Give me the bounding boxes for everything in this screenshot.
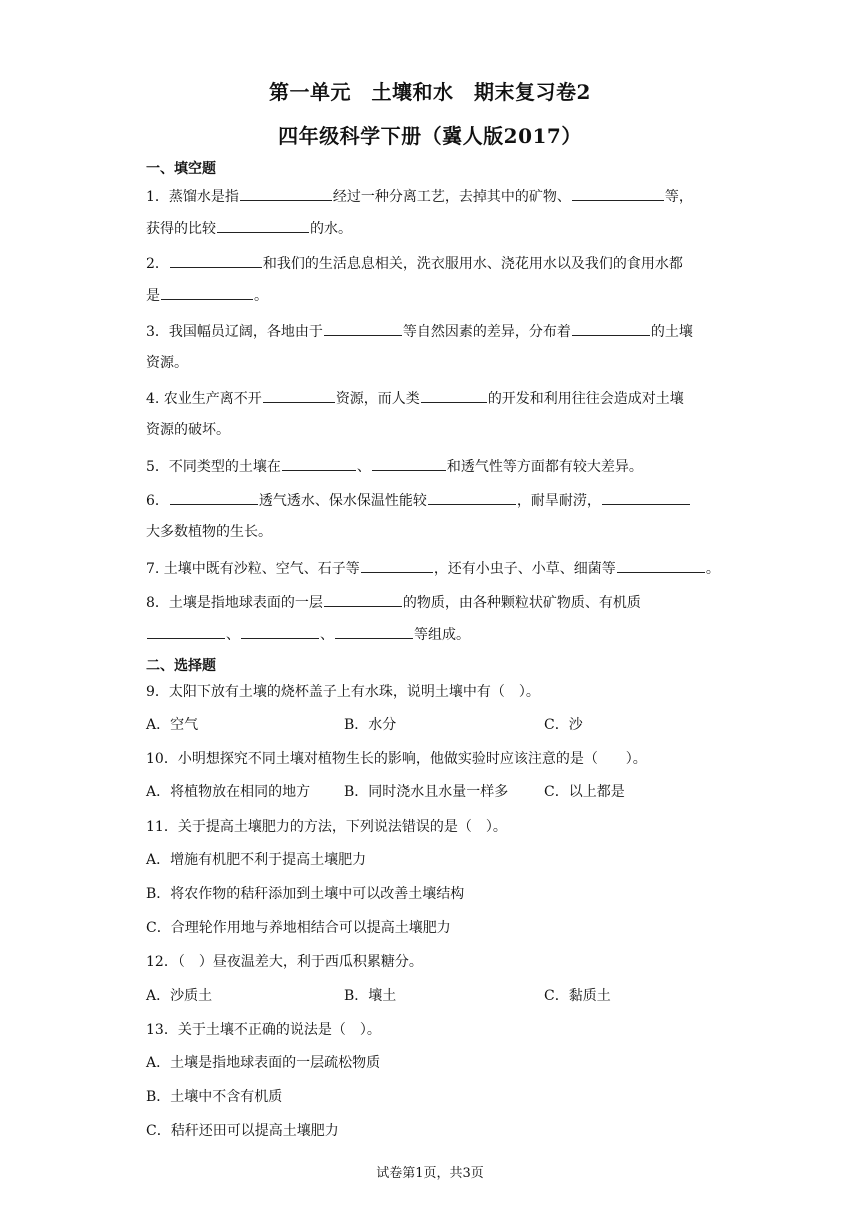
question-6-line-2: 大多数植物的生长。 — [146, 524, 272, 540]
page-title: 第一单元 土壤和水 期末复习卷2 — [269, 80, 591, 104]
section-heading-multiple-choice: 二、选择题 — [146, 658, 216, 674]
answer-blank[interactable] — [324, 592, 402, 607]
question-7: 7. 土壤中既有沙粒、空气、石子等 ，还有小虫子、小草、细菌等 。 — [146, 558, 716, 579]
answer-blank[interactable] — [217, 218, 309, 233]
question-4-line-2: 资源的破坏。 — [146, 422, 230, 438]
answer-blank[interactable] — [263, 388, 335, 403]
question-13-option-b[interactable]: B．土壤中不含有机质 — [146, 1089, 283, 1105]
question-10-option-b[interactable]: B．同时浇水且水量一样多 — [344, 784, 509, 800]
answer-blank[interactable] — [428, 490, 516, 505]
answer-blank[interactable] — [240, 186, 332, 201]
answer-blank[interactable] — [241, 624, 319, 639]
question-10-option-c[interactable]: C．以上都是 — [544, 784, 625, 800]
question-6-line-1: 6． 透气透水、保水保温性能较 ，耐旱耐涝， — [146, 490, 716, 511]
answer-blank[interactable] — [170, 490, 258, 505]
answer-blank[interactable] — [282, 456, 356, 471]
question-12-option-b[interactable]: B．壤土 — [344, 988, 397, 1004]
question-3-line-2: 资源。 — [146, 355, 188, 371]
answer-blank[interactable] — [361, 558, 433, 573]
question-11-stem: 11．关于提高土壤肥力的方法，下列说法错误的是（ ）。 — [146, 819, 507, 835]
answer-blank[interactable] — [617, 558, 705, 573]
question-12-option-a[interactable]: A．沙质土 — [146, 988, 213, 1004]
question-11-option-b[interactable]: B．将农作物的秸秆添加到土壤中可以改善土壤结构 — [146, 886, 465, 902]
answer-blank[interactable] — [335, 624, 413, 639]
question-10-option-a[interactable]: A．将植物放在相同的地方 — [146, 784, 311, 800]
page-subtitle: 四年级科学下册（冀人版2017） — [278, 124, 582, 148]
question-9-option-a[interactable]: A．空气 — [146, 717, 199, 733]
question-9-stem: 9．太阳下放有土壤的烧杯盖子上有水珠，说明土壤中有（ ）。 — [146, 684, 540, 700]
question-2-line-2: 是 。 — [146, 285, 716, 306]
answer-blank[interactable] — [602, 490, 690, 505]
question-2-line-1: 2． 和我们的生活息息相关，洗衣服用水、浇花用水以及我们的食用水都 — [146, 253, 716, 274]
answer-blank[interactable] — [147, 624, 225, 639]
question-8-line-1: 8．土壤是指地球表面的一层 的物质，由各种颗粒状矿物质、有机质 — [146, 592, 716, 613]
question-1-line-1: 1．蒸馏水是指 经过一种分离工艺，去掉其中的矿物、 等， — [146, 186, 716, 207]
question-9-option-b[interactable]: B．水分 — [344, 717, 397, 733]
question-11-option-a[interactable]: A．增施有机肥不利于提高土壤肥力 — [146, 852, 367, 868]
question-12-stem: 12．（ ）昼夜温差大，利于西瓜积累糖分。 — [146, 954, 423, 970]
answer-blank[interactable] — [324, 321, 402, 336]
question-13-option-c[interactable]: C．秸秆还田可以提高土壤肥力 — [146, 1123, 339, 1139]
answer-blank[interactable] — [572, 321, 650, 336]
answer-blank[interactable] — [421, 388, 487, 403]
question-10-stem: 10．小明想探究不同土壤对植物生长的影响，他做实验时应该注意的是（ ）。 — [146, 751, 647, 767]
question-9-option-c[interactable]: C．沙 — [544, 717, 583, 733]
page-footer: 试卷第1页，共3页 — [376, 1166, 484, 1181]
answer-blank[interactable] — [572, 186, 664, 201]
answer-blank[interactable] — [170, 253, 262, 268]
question-8-line-2: 、 、 等组成。 — [146, 624, 716, 645]
question-11-option-c[interactable]: C．合理轮作用地与养地相结合可以提高土壤肥力 — [146, 920, 451, 936]
question-12-option-c[interactable]: C．黏质土 — [544, 988, 611, 1004]
question-3-line-1: 3．我国幅员辽阔，各地由于 等自然因素的差异，分布着 的土壤 — [146, 321, 716, 342]
question-4-line-1: 4. 农业生产离不开 资源，而人类 的开发和利用往往会造成对土壤 — [146, 388, 716, 409]
question-1-line-2: 获得的比较 的水。 — [146, 218, 716, 239]
section-heading-fill-blank: 一、填空题 — [146, 161, 216, 177]
question-5: 5．不同类型的土壤在 、 和透气性等方面都有较大差异。 — [146, 456, 716, 477]
question-13-option-a[interactable]: A．土壤是指地球表面的一层疏松物质 — [146, 1055, 381, 1071]
question-13-stem: 13．关于土壤不正确的说法是（ ）。 — [146, 1022, 381, 1038]
answer-blank[interactable] — [161, 285, 253, 300]
answer-blank[interactable] — [372, 456, 446, 471]
